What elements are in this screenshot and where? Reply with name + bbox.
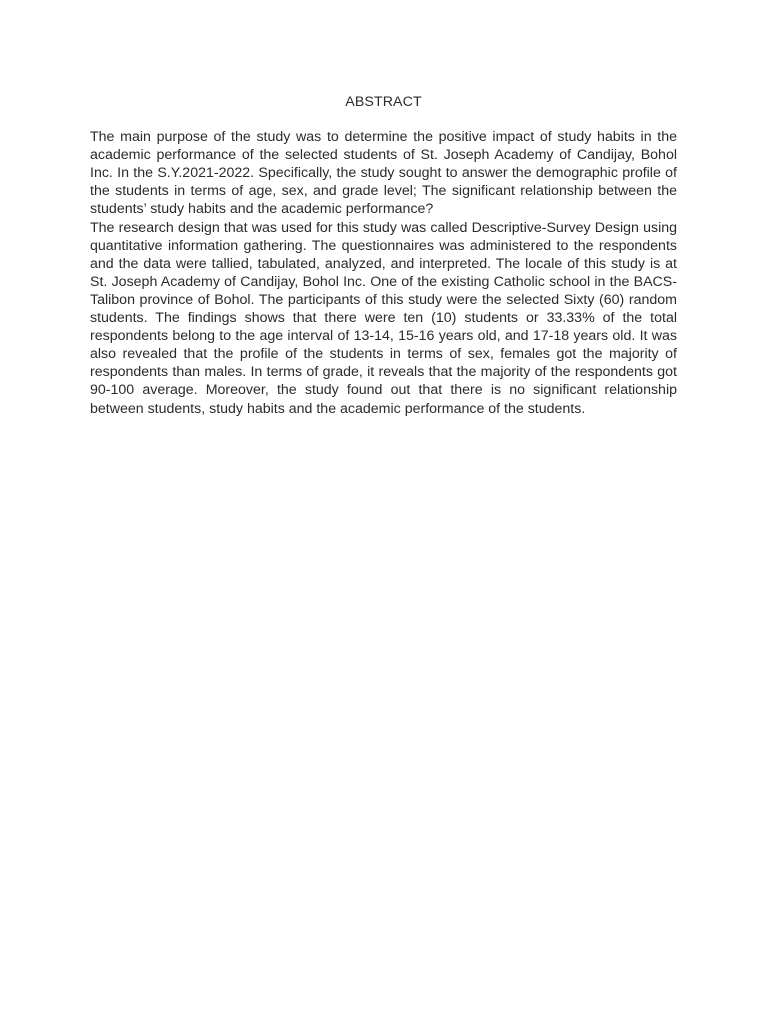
abstract-section <box>90 93 677 418</box>
abstract-paragraph-2: The research design that was used for this study was called Descriptive-Survey Design using quantitative information gathering. The questionnaires was administered to the respondents and the data were tallied, tabulated, analyzed, and interpreted. The locale of this study is at St. Joseph Academy of Candijay, Bohol Inc. One of the existing Catholic school in the BACS-Talibon province of Bohol. The participants of this study were the selected Sixty (60) random students. The findings shows that there were ten (10) students or 33.33% of the total respondents belong to the age interval of 13-14, 15-16 years old, and 17-18 years old. It was also revealed that the profile of the students in terms of sex, females got the majority of respondents than males. In terms of grade, it reveals that the majority of the respondents got 90-100 average. Moreover, the study found out that there is no significant relationship between students, study habits and the academic performance of the students. <box>90 219 677 417</box>
abstract-paragraph-1: The main purpose of the study was to determine the positive impact of study habits in the academic performance of the selected students of St. Joseph Academy of Candijay, Bohol Inc. In the S.Y.2021-2022. Specifically, the study sought to answer the demographic profile of the students in terms of age, sex, and grade level; The significant relationship between the students’ study habits and the academic performance? <box>90 129 677 218</box>
abstract-title: ABSTRACT <box>345 94 422 110</box>
